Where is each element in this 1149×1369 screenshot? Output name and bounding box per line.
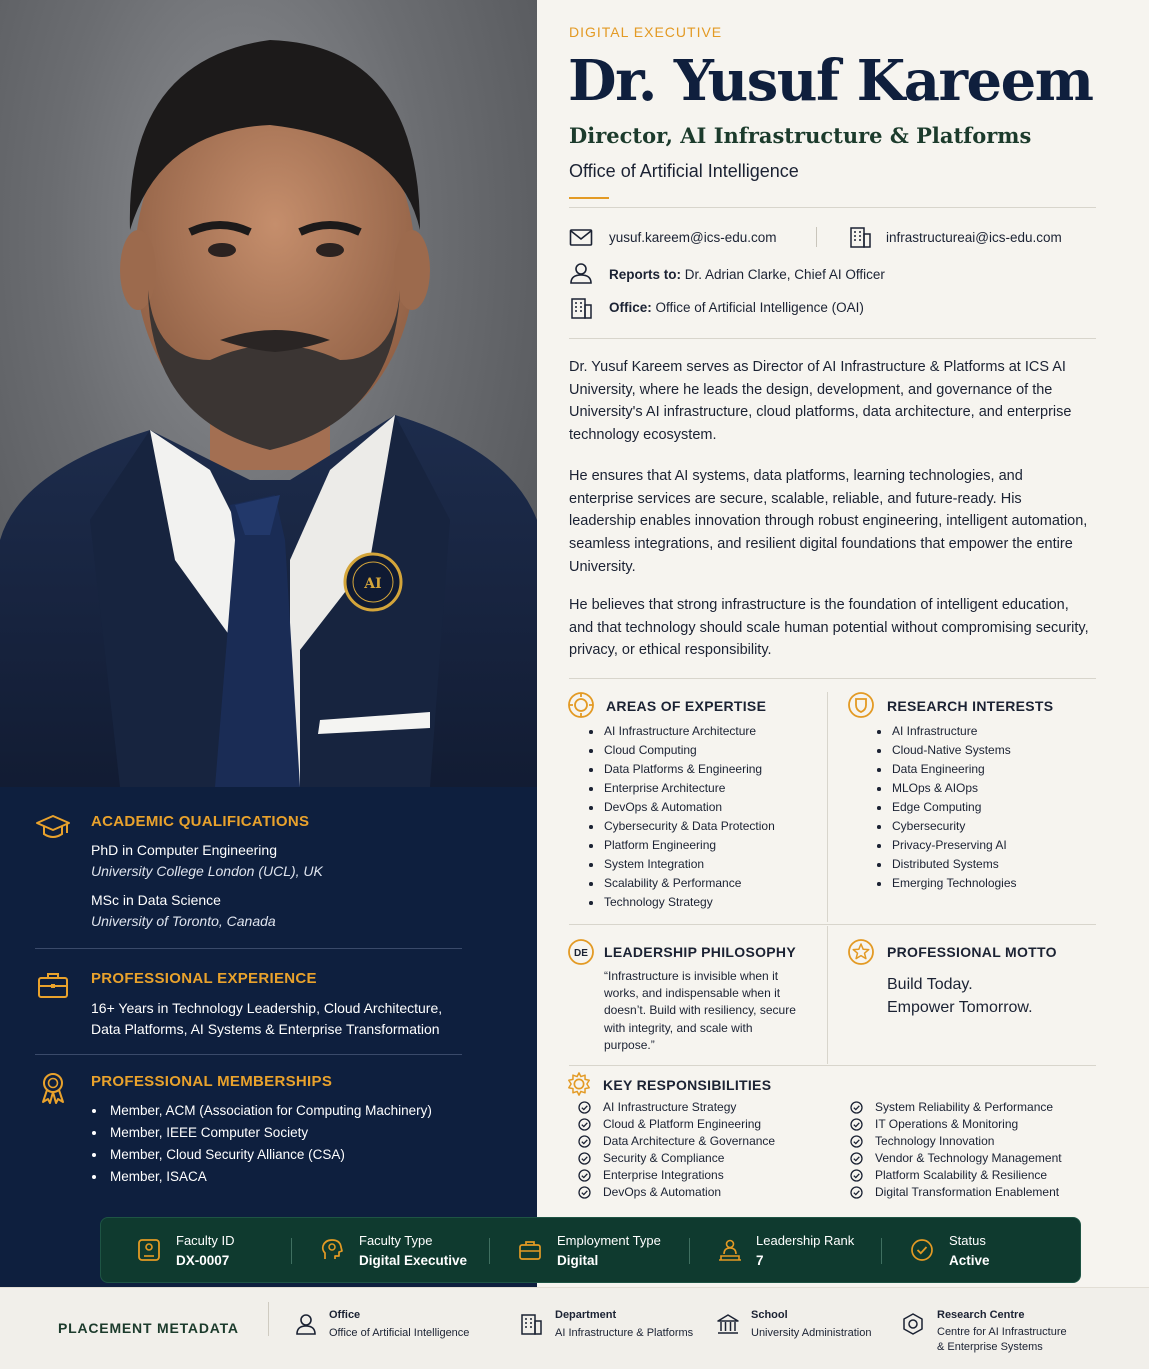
list-item: Cybersecurity bbox=[892, 817, 1017, 836]
divider bbox=[689, 1238, 690, 1264]
divider bbox=[881, 1238, 882, 1264]
status-value: Digital bbox=[557, 1253, 599, 1268]
footer-value: Office of Artificial Intelligence bbox=[329, 1327, 470, 1339]
check-circle-icon bbox=[578, 1186, 591, 1199]
list-item: Emerging Technologies bbox=[892, 874, 1017, 893]
building-icon bbox=[519, 1312, 543, 1336]
divider bbox=[268, 1302, 269, 1336]
office-label: Office: bbox=[609, 300, 652, 315]
award-ribbon-icon bbox=[35, 1070, 71, 1106]
responsibility-label: Platform Scalability & Resilience bbox=[875, 1168, 1048, 1182]
list-item: Member, ISACA bbox=[110, 1166, 432, 1188]
star-icon bbox=[847, 938, 875, 966]
list-item: Cloud Computing bbox=[604, 741, 775, 760]
divider bbox=[569, 207, 1096, 208]
de-monogram-icon bbox=[567, 938, 595, 966]
list-item bbox=[603, 1150, 775, 1167]
list-item: Member, Cloud Security Alliance (CSA) bbox=[110, 1144, 432, 1166]
footer-label: Department bbox=[555, 1309, 617, 1321]
experience-line-1: 16+ Years in Technology Leadership, Cloud Architecture, bbox=[91, 1000, 443, 1016]
memberships-list bbox=[110, 1100, 432, 1188]
divider bbox=[291, 1238, 292, 1264]
check-circle-icon bbox=[578, 1152, 591, 1165]
list-item: Cybersecurity & Data Protection bbox=[604, 817, 775, 836]
list-item bbox=[603, 1184, 775, 1201]
school-2: University of Toronto, Canada bbox=[91, 913, 276, 929]
school-1: University College London (UCL), UK bbox=[91, 863, 323, 879]
mail-icon bbox=[569, 227, 593, 249]
list-item bbox=[603, 1099, 775, 1116]
footer-title: PLACEMENT METADATA bbox=[58, 1320, 239, 1336]
status-label: Leadership Rank bbox=[756, 1233, 855, 1248]
bio-paragraph-3: He believes that strong infrastructure is the foundation of intelligent education, and that technology should scale human potential without compromising security, privacy, or ethical responsibility. bbox=[569, 597, 1089, 659]
footer-label: School bbox=[751, 1309, 788, 1321]
status-item bbox=[909, 1218, 1059, 1284]
motto-line-1: Build Today. bbox=[887, 976, 973, 993]
person-icon bbox=[294, 1312, 318, 1336]
footer-label: Research Centre bbox=[937, 1309, 1025, 1321]
department-email-link[interactable]: infrastructureai@ics-edu.com bbox=[886, 230, 1062, 245]
accent-dash bbox=[569, 197, 609, 199]
list-item: Distributed Systems bbox=[892, 855, 1017, 874]
person-icon bbox=[569, 262, 593, 284]
responsibility-label: Enterprise Integrations bbox=[603, 1168, 724, 1182]
responsibility-label: DevOps & Automation bbox=[603, 1185, 722, 1199]
motto-line-2: Empower Tomorrow. bbox=[887, 999, 1033, 1016]
status-label: Faculty ID bbox=[176, 1233, 235, 1248]
responsibility-label: System Reliability & Performance bbox=[875, 1100, 1054, 1114]
list-item: Technology Strategy bbox=[604, 893, 775, 912]
divider bbox=[816, 227, 817, 247]
responsibilities-title: KEY RESPONSIBILITIES bbox=[603, 1077, 772, 1093]
list-item bbox=[875, 1099, 1062, 1116]
list-item bbox=[875, 1184, 1062, 1201]
check-circle-icon bbox=[578, 1101, 591, 1114]
id-badge-icon bbox=[136, 1237, 162, 1263]
list-item: Member, ACM (Association for Computing Machinery) bbox=[110, 1100, 432, 1122]
responsibility-label: Vendor & Technology Management bbox=[875, 1151, 1062, 1165]
section-title: PROFESSIONAL MEMBERSHIPS bbox=[91, 1073, 333, 1090]
status-value: Digital Executive bbox=[359, 1253, 468, 1268]
list-item: AI Infrastructure bbox=[892, 722, 1017, 741]
graduation-cap-icon bbox=[35, 810, 71, 846]
office-value: Office of Artificial Intelligence (OAI) bbox=[655, 300, 864, 315]
list-item: Cloud-Native Systems bbox=[892, 741, 1017, 760]
list-item bbox=[875, 1167, 1062, 1184]
faculty-type-item bbox=[319, 1218, 489, 1284]
institution-icon bbox=[716, 1312, 740, 1336]
list-item: Enterprise Architecture bbox=[604, 779, 775, 798]
list-item: Data Engineering bbox=[892, 760, 1017, 779]
divider bbox=[827, 926, 828, 1064]
list-item bbox=[603, 1133, 775, 1150]
list-item bbox=[875, 1150, 1062, 1167]
check-circle-icon bbox=[578, 1169, 591, 1182]
employment-type-item bbox=[517, 1218, 687, 1284]
status-value: DX-0007 bbox=[176, 1253, 230, 1268]
list-item bbox=[875, 1116, 1062, 1133]
divider bbox=[827, 692, 828, 922]
list-item: Scalability & Performance bbox=[604, 874, 775, 893]
academic-qualifications-section bbox=[35, 810, 462, 940]
bio-paragraph-1: Dr. Yusuf Kareem serves as Director of AI Infrastructure & Platforms at ICS AI University, where he leads the design, development, and governance of the University's AI infrastructure, cloud platforms, data architecture, and enterprise technology ecosystem. bbox=[569, 359, 1072, 444]
professional-experience-section bbox=[35, 967, 462, 1047]
list-item: AI Infrastructure Architecture bbox=[604, 722, 775, 741]
reports-to bbox=[609, 267, 885, 282]
briefcase-icon bbox=[517, 1237, 543, 1263]
list-item: MLOps & AIOps bbox=[892, 779, 1017, 798]
experience-line-2: Data Platforms, AI Systems & Enterprise Transformation bbox=[91, 1021, 440, 1037]
eyebrow-label: DIGITAL EXECUTIVE bbox=[569, 24, 723, 40]
expertise-title: AREAS OF EXPERTISE bbox=[606, 698, 767, 714]
office-building-icon bbox=[569, 297, 593, 319]
bio-paragraph-2: He ensures that AI systems, data platforms, learning technologies, and enterprise services are secure, scalable, reliable, and future-ready. His leadership enables innovation through robust engineering, intelligent automation, seamless integrations, and resilient digital foundations that empower the entire University. bbox=[569, 468, 1088, 575]
check-circle-icon bbox=[578, 1118, 591, 1131]
gear-icon bbox=[566, 1071, 592, 1097]
footer-value-line-2: & Enterprise Systems bbox=[937, 1341, 1043, 1353]
research-title: RESEARCH INTERESTS bbox=[887, 698, 1054, 714]
divider bbox=[569, 338, 1096, 339]
responsibilities-list-1 bbox=[603, 1099, 775, 1201]
responsibility-label: Digital Transformation Enablement bbox=[875, 1185, 1060, 1199]
research-list bbox=[892, 722, 1017, 893]
list-item: Data Platforms & Engineering bbox=[604, 760, 775, 779]
status-label: Employment Type bbox=[557, 1233, 661, 1248]
list-item bbox=[603, 1167, 775, 1184]
responsibility-label: Data Architecture & Governance bbox=[603, 1134, 776, 1148]
footer-value: AI Infrastructure & Platforms bbox=[555, 1327, 694, 1339]
shield-check-icon bbox=[909, 1237, 935, 1263]
responsibility-label: Security & Compliance bbox=[603, 1151, 725, 1165]
check-circle-icon bbox=[850, 1101, 863, 1114]
status-label: Faculty Type bbox=[359, 1233, 433, 1248]
divider bbox=[489, 1238, 490, 1264]
degree-1: PhD in Computer Engineering bbox=[91, 842, 277, 858]
job-title: Director, AI Infrastructure & Platforms bbox=[569, 123, 1032, 148]
responsibilities-list-2 bbox=[875, 1099, 1062, 1201]
status-value: 7 bbox=[756, 1253, 764, 1268]
list-item: DevOps & Automation bbox=[604, 798, 775, 817]
profile-photo bbox=[0, 0, 537, 787]
status-label: Status bbox=[949, 1233, 986, 1248]
office-subtitle: Office of Artificial Intelligence bbox=[569, 161, 799, 181]
reports-to-value: Dr. Adrian Clarke, Chief AI Officer bbox=[684, 267, 885, 282]
section-title: PROFESSIONAL EXPERIENCE bbox=[91, 970, 317, 987]
status-value: Active bbox=[949, 1253, 990, 1268]
building-icon bbox=[848, 226, 872, 248]
check-circle-icon bbox=[578, 1135, 591, 1148]
philosophy-title: LEADERSHIP PHILOSOPHY bbox=[604, 944, 796, 960]
divider bbox=[569, 924, 1096, 925]
office-detail bbox=[609, 300, 864, 315]
list-item: Member, IEEE Computer Society bbox=[110, 1122, 432, 1144]
responsibility-label: Technology Innovation bbox=[875, 1134, 995, 1148]
responsibility-label: Cloud & Platform Engineering bbox=[603, 1117, 762, 1131]
check-circle-icon bbox=[850, 1186, 863, 1199]
motto-title: PROFESSIONAL MOTTO bbox=[887, 944, 1057, 960]
list-item: Platform Engineering bbox=[604, 836, 775, 855]
lapel-badge-text: AI bbox=[364, 576, 382, 592]
section-title: ACADEMIC QUALIFICATIONS bbox=[91, 813, 310, 830]
placement-metadata-footer bbox=[0, 1287, 1149, 1369]
divider bbox=[569, 1065, 1096, 1066]
check-circle-icon bbox=[850, 1135, 863, 1148]
degree-2: MSc in Data Science bbox=[91, 892, 221, 908]
ai-head-icon bbox=[319, 1237, 345, 1263]
responsibility-label: IT Operations & Monitoring bbox=[875, 1117, 1019, 1131]
gear-brain-icon bbox=[567, 691, 595, 719]
divider bbox=[35, 1054, 462, 1055]
research-centre-icon bbox=[901, 1312, 925, 1336]
faculty-id-item bbox=[136, 1218, 296, 1284]
leadership-rank-item bbox=[717, 1218, 877, 1284]
divider bbox=[569, 678, 1096, 679]
reports-to-label: Reports to: bbox=[609, 267, 681, 282]
portrait-illustration bbox=[0, 0, 537, 787]
responsibility-label: AI Infrastructure Strategy bbox=[603, 1100, 737, 1114]
status-bar bbox=[100, 1217, 1081, 1283]
check-circle-icon bbox=[850, 1169, 863, 1182]
leader-podium-icon bbox=[717, 1237, 743, 1263]
email-link[interactable]: yusuf.kareem@ics-edu.com bbox=[609, 230, 777, 245]
list-item bbox=[875, 1133, 1062, 1150]
list-item bbox=[603, 1116, 775, 1133]
list-item: Privacy-Preserving AI bbox=[892, 836, 1017, 855]
philosophy-quote: “Infrastructure is invisible when it works, and indispensable when it doesn’t. Build with resiliency, secure with integrity, and scale with purpose.” bbox=[604, 969, 796, 1052]
monogram-text: DE bbox=[574, 948, 588, 959]
page-title: Dr. Yusuf Kareem bbox=[568, 48, 1093, 114]
list-item: Edge Computing bbox=[892, 798, 1017, 817]
divider bbox=[35, 948, 462, 949]
briefcase-icon bbox=[35, 967, 71, 1003]
check-circle-icon bbox=[850, 1152, 863, 1165]
expertise-list bbox=[604, 722, 775, 912]
lightbulb-shield-icon bbox=[847, 691, 875, 719]
check-circle-icon bbox=[850, 1118, 863, 1131]
list-item: System Integration bbox=[604, 855, 775, 874]
footer-label: Office bbox=[329, 1309, 361, 1321]
footer-value: Centre for AI Infrastructure bbox=[937, 1326, 1067, 1338]
footer-value: University Administration bbox=[751, 1327, 872, 1339]
